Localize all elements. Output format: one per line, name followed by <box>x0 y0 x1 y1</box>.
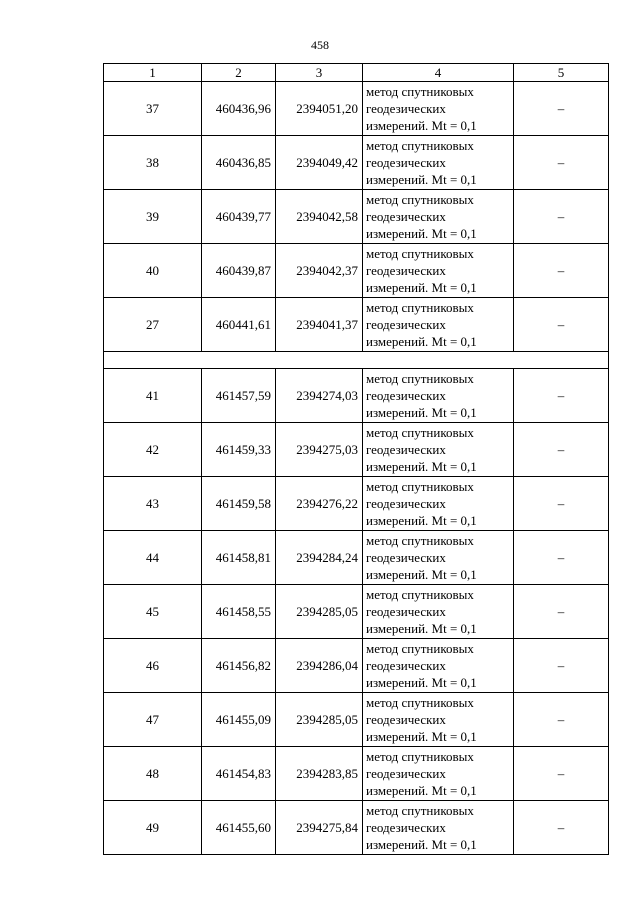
x-coordinate-cell: 461459,33 <box>202 423 276 477</box>
coordinates-table <box>103 63 609 855</box>
point-number-cell: 40 <box>104 244 202 298</box>
point-number-cell: 47 <box>104 693 202 747</box>
point-number-cell: 45 <box>104 585 202 639</box>
method-text-line: геодезических <box>366 604 446 619</box>
method-text-line: измерений. Mt = 0,1 <box>366 405 477 420</box>
method-text-line: измерений. Mt = 0,1 <box>366 675 477 690</box>
table-row <box>104 190 609 244</box>
method-cell <box>363 531 514 585</box>
method-text-line: геодезических <box>366 496 446 511</box>
table-row <box>104 136 609 190</box>
method-text-line: метод спутниковых <box>366 138 474 153</box>
method-text-line: измерений. Mt = 0,1 <box>366 783 477 798</box>
method-text-line: метод спутниковых <box>366 246 474 261</box>
x-coordinate-cell: 460436,96 <box>202 82 276 136</box>
table-row <box>104 747 609 801</box>
method-text-line: геодезических <box>366 442 446 457</box>
method-text-line: геодезических <box>366 155 446 170</box>
method-cell <box>363 693 514 747</box>
x-coordinate-cell: 461456,82 <box>202 639 276 693</box>
x-coordinate-cell: 461455,60 <box>202 801 276 855</box>
method-text-line: измерений. Mt = 0,1 <box>366 226 477 241</box>
method-cell <box>363 639 514 693</box>
method-text-line: измерений. Mt = 0,1 <box>366 567 477 582</box>
y-coordinate-cell: 2394285,05 <box>276 585 363 639</box>
point-number-cell: 43 <box>104 477 202 531</box>
method-text-line: измерений. Mt = 0,1 <box>366 729 477 744</box>
method-text-line: геодезических <box>366 209 446 224</box>
method-text-line: метод спутниковых <box>366 84 474 99</box>
point-number-cell: 41 <box>104 369 202 423</box>
method-cell <box>363 136 514 190</box>
y-coordinate-cell: 2394275,03 <box>276 423 363 477</box>
point-number-cell: 39 <box>104 190 202 244</box>
method-cell <box>363 369 514 423</box>
method-text-line: геодезических <box>366 658 446 673</box>
table-row <box>104 477 609 531</box>
note-cell: – <box>514 190 609 244</box>
method-cell <box>363 585 514 639</box>
method-text-line: геодезических <box>366 712 446 727</box>
y-coordinate-cell: 2394049,42 <box>276 136 363 190</box>
note-cell: – <box>514 136 609 190</box>
method-text-line: геодезических <box>366 388 446 403</box>
table-row <box>104 423 609 477</box>
note-cell: – <box>514 801 609 855</box>
x-coordinate-cell: 460436,85 <box>202 136 276 190</box>
note-cell: – <box>514 369 609 423</box>
method-text-line: измерений. Mt = 0,1 <box>366 513 477 528</box>
y-coordinate-cell: 2394275,84 <box>276 801 363 855</box>
y-coordinate-cell: 2394276,22 <box>276 477 363 531</box>
method-cell <box>363 244 514 298</box>
table-row <box>104 639 609 693</box>
method-text-line: метод спутниковых <box>366 192 474 207</box>
header-col-5: 5 <box>514 64 609 82</box>
table-row <box>104 82 609 136</box>
point-number-cell: 48 <box>104 747 202 801</box>
method-cell <box>363 477 514 531</box>
method-text-line: геодезических <box>366 766 446 781</box>
table-row <box>104 693 609 747</box>
table-row <box>104 531 609 585</box>
note-cell: – <box>514 423 609 477</box>
note-cell: – <box>514 298 609 352</box>
header-col-3: 3 <box>276 64 363 82</box>
method-text-line: метод спутниковых <box>366 533 474 548</box>
section-separator-row <box>104 352 609 369</box>
point-number-cell: 46 <box>104 639 202 693</box>
table-row <box>104 298 609 352</box>
point-number-cell: 38 <box>104 136 202 190</box>
point-number-cell: 49 <box>104 801 202 855</box>
method-text-line: метод спутниковых <box>366 479 474 494</box>
method-text-line: геодезических <box>366 550 446 565</box>
method-text-line: геодезических <box>366 317 446 332</box>
method-text-line: измерений. Mt = 0,1 <box>366 334 477 349</box>
method-cell <box>363 82 514 136</box>
header-col-2: 2 <box>202 64 276 82</box>
y-coordinate-cell: 2394274,03 <box>276 369 363 423</box>
method-text-line: измерений. Mt = 0,1 <box>366 459 477 474</box>
y-coordinate-cell: 2394051,20 <box>276 82 363 136</box>
method-cell <box>363 190 514 244</box>
x-coordinate-cell: 461458,81 <box>202 531 276 585</box>
point-number-cell: 37 <box>104 82 202 136</box>
table-row <box>104 369 609 423</box>
table-row <box>104 585 609 639</box>
method-text-line: измерений. Mt = 0,1 <box>366 837 477 852</box>
method-cell <box>363 747 514 801</box>
method-text-line: измерений. Mt = 0,1 <box>366 280 477 295</box>
method-text-line: геодезических <box>366 263 446 278</box>
method-text-line: измерений. Mt = 0,1 <box>366 118 477 133</box>
method-text-line: измерений. Mt = 0,1 <box>366 621 477 636</box>
y-coordinate-cell: 2394042,58 <box>276 190 363 244</box>
x-coordinate-cell: 460439,87 <box>202 244 276 298</box>
method-text-line: геодезических <box>366 101 446 116</box>
table-row <box>104 244 609 298</box>
x-coordinate-cell: 461458,55 <box>202 585 276 639</box>
header-col-1: 1 <box>104 64 202 82</box>
method-text-line: геодезических <box>366 820 446 835</box>
note-cell: – <box>514 82 609 136</box>
coordinates-table-body <box>104 64 609 855</box>
method-text-line: метод спутниковых <box>366 425 474 440</box>
note-cell: – <box>514 585 609 639</box>
note-cell: – <box>514 531 609 585</box>
x-coordinate-cell: 461454,83 <box>202 747 276 801</box>
point-number-cell: 42 <box>104 423 202 477</box>
table-row <box>104 801 609 855</box>
y-coordinate-cell: 2394286,04 <box>276 639 363 693</box>
point-number-cell: 27 <box>104 298 202 352</box>
y-coordinate-cell: 2394042,37 <box>276 244 363 298</box>
method-cell <box>363 801 514 855</box>
note-cell: – <box>514 477 609 531</box>
x-coordinate-cell: 461457,59 <box>202 369 276 423</box>
x-coordinate-cell: 461455,09 <box>202 693 276 747</box>
method-text-line: метод спутниковых <box>366 749 474 764</box>
method-cell <box>363 298 514 352</box>
y-coordinate-cell: 2394284,24 <box>276 531 363 585</box>
note-cell: – <box>514 244 609 298</box>
method-text-line: метод спутниковых <box>366 803 474 818</box>
point-number-cell: 44 <box>104 531 202 585</box>
note-cell: – <box>514 747 609 801</box>
note-cell: – <box>514 693 609 747</box>
table-header-row <box>104 64 609 82</box>
method-text-line: метод спутниковых <box>366 695 474 710</box>
method-text-line: метод спутниковых <box>366 371 474 386</box>
method-cell <box>363 423 514 477</box>
x-coordinate-cell: 460441,61 <box>202 298 276 352</box>
section-separator-cell <box>104 352 609 369</box>
header-col-4: 4 <box>363 64 514 82</box>
method-text-line: измерений. Mt = 0,1 <box>366 172 477 187</box>
x-coordinate-cell: 460439,77 <box>202 190 276 244</box>
y-coordinate-cell: 2394285,05 <box>276 693 363 747</box>
note-cell: – <box>514 639 609 693</box>
x-coordinate-cell: 461459,58 <box>202 477 276 531</box>
page-number: 458 <box>311 38 329 52</box>
method-text-line: метод спутниковых <box>366 300 474 315</box>
method-text-line: метод спутниковых <box>366 641 474 656</box>
method-text-line: метод спутниковых <box>366 587 474 602</box>
y-coordinate-cell: 2394283,85 <box>276 747 363 801</box>
y-coordinate-cell: 2394041,37 <box>276 298 363 352</box>
